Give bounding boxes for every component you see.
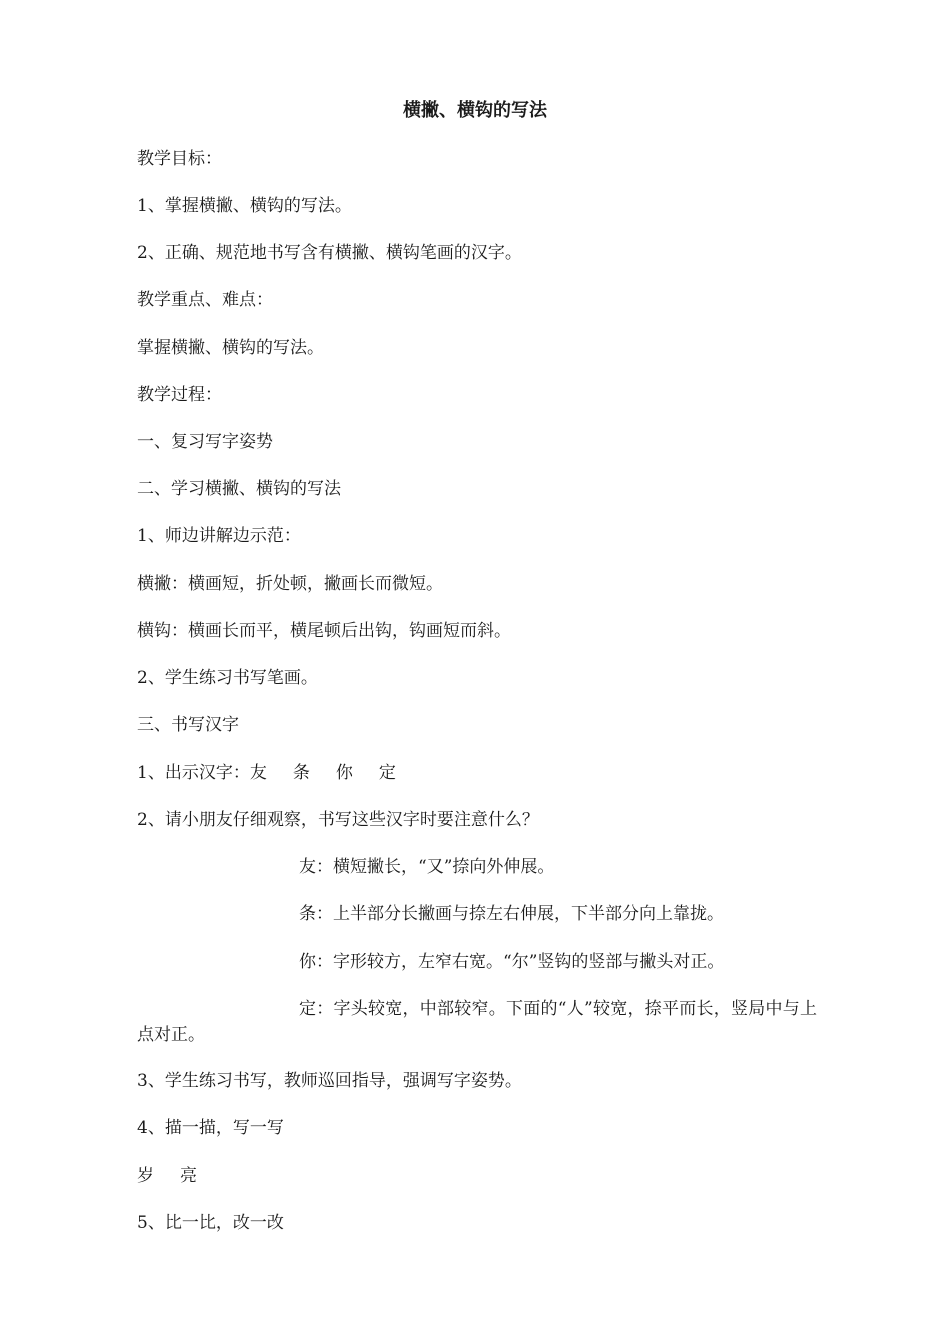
- step-3-4: 4、描一描，写一写: [137, 1118, 284, 1138]
- step-2: 二、学习横撇、横钩的写法: [137, 479, 341, 499]
- character-tiao: 条: [292, 763, 310, 783]
- step-3: 三、书写汉字: [137, 715, 239, 735]
- character-liang: 亮: [180, 1166, 197, 1186]
- stroke-hengpie: 横撇：横画短，折处顿，撇画长而微短。: [137, 574, 443, 594]
- key-point: 掌握横撇、横钩的写法。: [137, 338, 324, 358]
- note-ni: 你：字形较方，左窄右宽。“尔”竖钩的竖部与撇头对正。: [299, 952, 725, 972]
- stroke-henggou: 横钩：横画长而平，横尾顿后出钩，钩画短而斜。: [137, 621, 511, 641]
- objective-2: 2、正确、规范地书写含有横撇、横钩笔画的汉字。: [137, 243, 522, 263]
- objective-1: 1、掌握横撇、横钩的写法。: [137, 196, 352, 216]
- key-points-heading: 教学重点、难点：: [137, 290, 273, 310]
- step-1: 一、复习写字姿势: [137, 432, 273, 452]
- note-ding: 定：字头较宽，中部较窄。下面的“人”较宽，捺平而长，竖局中与上点对正。: [137, 999, 817, 1045]
- objectives-heading: 教学目标：: [137, 149, 222, 169]
- note-you: 友：横短撇长，“又”捺向外伸展。: [299, 857, 555, 877]
- step-3-2: 2、请小朋友仔细观察，书写这些汉字时要注意什么？: [137, 810, 539, 830]
- process-heading: 教学过程：: [137, 385, 222, 405]
- step-3-3: 3、学生练习书写，教师巡回指导，强调写字姿势。: [137, 1071, 522, 1091]
- character-you: 友: [249, 763, 267, 783]
- step-2-2: 2、学生练习书写笔画。: [137, 668, 318, 688]
- note-tiao: 条：上半部分长撇画与捺左右伸展，下半部分向上靠拢。: [299, 904, 724, 924]
- step-3-5: 5、比一比，改一改: [137, 1213, 284, 1233]
- character-sui: 岁: [137, 1166, 154, 1186]
- step-3-4-characters: [137, 1164, 197, 1188]
- character-ni: 你: [335, 763, 353, 783]
- step-3-1-label: 1、出示汉字：: [137, 763, 250, 783]
- step-3-1: [137, 761, 396, 785]
- character-ding: 定: [378, 763, 396, 783]
- step-2-1: 1、师边讲解边示范：: [137, 526, 301, 546]
- document-title: 横撇、横钩的写法: [403, 100, 547, 121]
